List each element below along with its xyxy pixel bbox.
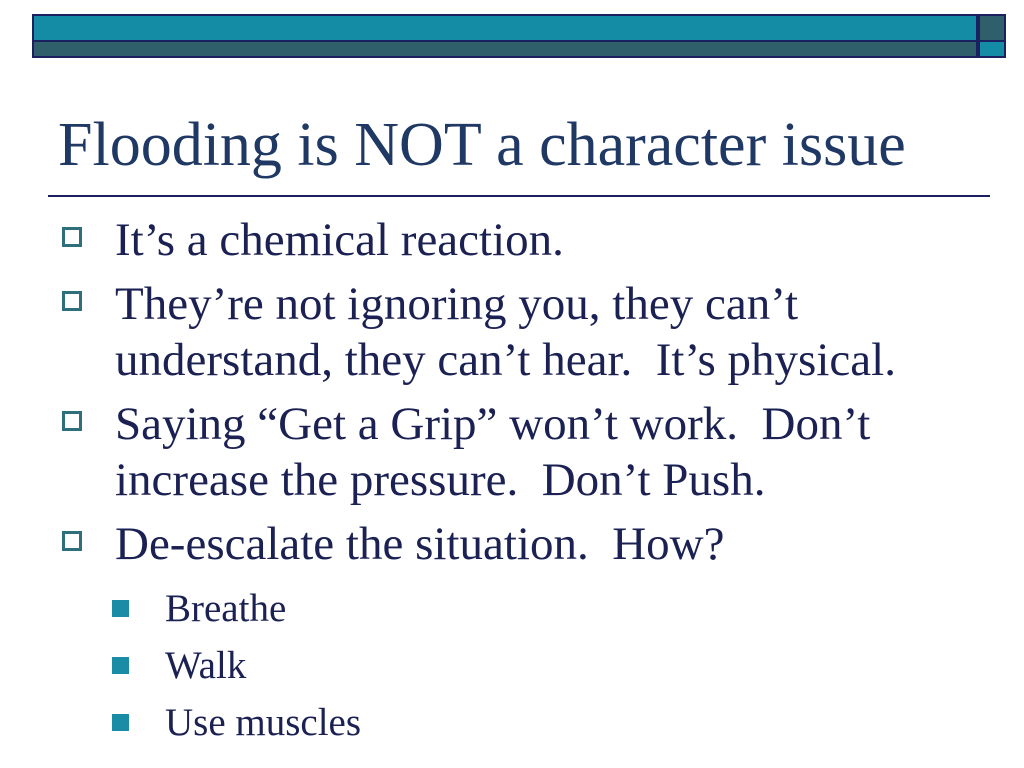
filled-square-bullet-icon	[112, 600, 129, 617]
hollow-square-bullet-icon	[62, 411, 82, 431]
sub-bullet-item-1	[112, 580, 942, 637]
bullet-text-3: Saying “Get a Grip” won’t work. Don’t increase the pressure. Don’t Push.	[115, 398, 883, 506]
header-bar-top	[32, 14, 978, 42]
bullet-item-3	[62, 396, 942, 508]
sub-bullet-item-3	[112, 694, 942, 751]
hollow-square-bullet-icon	[62, 291, 82, 311]
bullet-text-4: De-escalate the situation. How?	[115, 518, 725, 570]
sub-bullet-list	[62, 580, 942, 751]
sub-bullet-text-1: Breathe	[165, 587, 287, 630]
filled-square-bullet-icon	[112, 657, 129, 674]
bullet-item-4	[62, 516, 942, 572]
filled-square-bullet-icon	[112, 714, 129, 731]
bullet-item-2	[62, 276, 942, 388]
hollow-square-bullet-icon	[62, 531, 82, 551]
hollow-square-bullet-icon	[62, 227, 82, 247]
bullet-list	[62, 212, 942, 751]
header-bar-bottom-endcap	[978, 40, 1006, 58]
bullet-text-1: It’s a chemical reaction.	[115, 214, 564, 266]
title-divider-line	[48, 195, 990, 197]
bullet-item-1	[62, 212, 942, 268]
sub-bullet-item-2	[112, 637, 942, 694]
bullet-text-2: They’re not ignoring you, they can’t understand, they can’t hear. It’s physical.	[115, 278, 896, 386]
header-bar-bottom	[32, 40, 978, 58]
slide-title: Flooding is NOT a character issue	[58, 111, 906, 179]
sub-bullet-text-3: Use muscles	[165, 701, 362, 744]
sub-bullet-text-2: Walk	[165, 644, 247, 687]
header-bar-top-endcap	[978, 14, 1006, 42]
